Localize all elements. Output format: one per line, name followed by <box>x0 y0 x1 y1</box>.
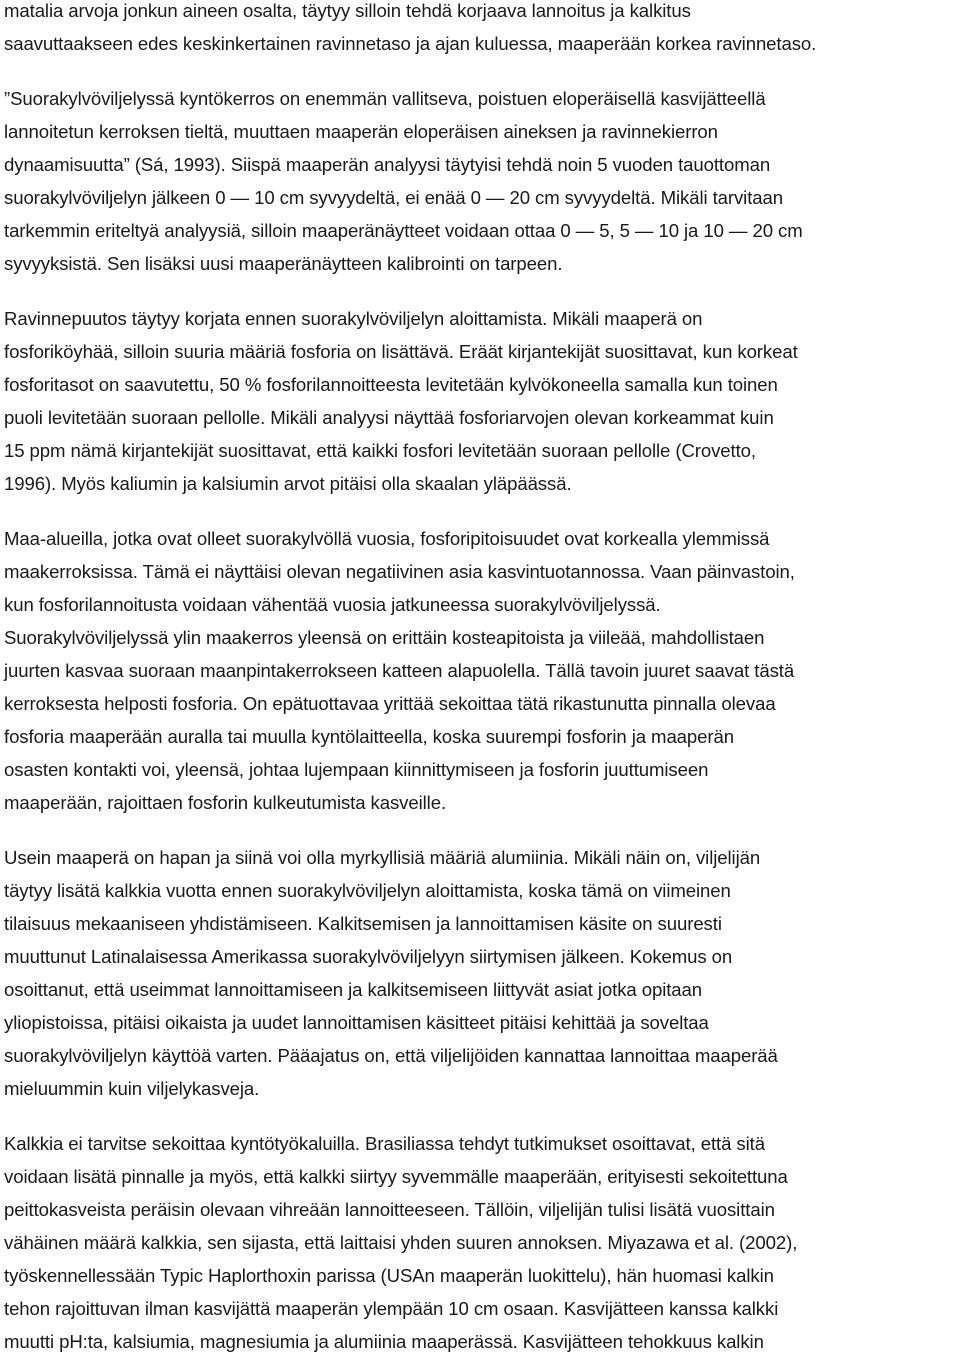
text-line: syvyyksistä. Sen lisäksi uusi maaperänäytteen kalibrointi on tarpeen. <box>4 253 563 274</box>
text-line: saavuttaakseen edes keskinkertainen ravinnetaso ja ajan kuluessa, maaperään korkea ravinnetaso. <box>4 33 817 54</box>
text-line: maakerroksissa. Tämä ei näyttäisi olevan negatiivinen asia kasvintuotannossa. Vaan päinvastoin, <box>4 561 795 582</box>
text-line: Kalkkia ei tarvitse sekoittaa kyntötyökaluilla. Brasiliassa tehdyt tutkimukset osoittavat, että sitä <box>4 1133 765 1154</box>
text-line: tehon rajoittuvan ilman kasvijättä maaperän ylempään 10 cm osaan. Kasvijätteen kanssa kalkki <box>4 1298 779 1319</box>
paragraph-spacer <box>4 1105 956 1127</box>
text-line: Usein maaperä on hapan ja siinä voi olla myrkyllisiä määriä alumiinia. Mikäli näin on, viljelijän <box>4 847 761 868</box>
text-line: peittokasveista peräisin olevaan vihreään lannoitteeseen. Tällöin, viljelijän tulisi lisätä vuosittain <box>4 1199 775 1220</box>
text-line: yliopistoissa, pitäisi oikaista ja uudet lannoittamisen käsitteet pitäisi kehittää ja soveltaa <box>4 1012 709 1033</box>
paragraph-spacer <box>4 500 956 522</box>
paragraph-spacer <box>4 60 956 82</box>
text-line: osoittanut, että useimmat lannoittamiseen ja kalkitsemiseen liittyvät asiat jotka opitaan <box>4 979 703 1000</box>
paragraph <box>4 302 956 500</box>
text-line: muutti pH:ta, kalsiumia, magnesiumia ja alumiinia maaperässä. Kasvijätteen tehokkuus kalkin <box>4 1331 764 1352</box>
text-line: Ravinnepuutos täytyy korjata ennen suorakylvöviljelyn aloittamista. Mikäli maaperä on <box>4 308 703 329</box>
text-line: 1996). Myös kaliumin ja kalsiumin arvot pitäisi olla skaalan yläpäässä. <box>4 473 572 494</box>
text-line: tilaisuus mekaaniseen yhdistämiseen. Kalkitsemisen ja lannoittamisen käsite on suuresti <box>4 913 722 934</box>
text-line: täytyy lisätä kalkkia vuotta ennen suorakylvöviljelyn aloittamista, koska tämä on viimeinen <box>4 880 731 901</box>
text-line: työskennellessään Typic Haplorthoxin parissa (USAn maaperän luokittelu), hän huomasi kalkin <box>4 1265 774 1286</box>
paragraph-spacer <box>4 280 956 302</box>
paragraph <box>4 522 956 819</box>
text-line: kun fosforilannoitusta voidaan vähentää vuosia jatkuneessa suorakylvöviljelyssä. <box>4 594 661 615</box>
text-line: vähäinen määrä kalkkia, sen sijasta, että laittaisi yhden suuren annoksen. Miyazawa et al. (2002), <box>4 1232 798 1253</box>
text-line: kerroksesta helposti fosforia. On epätuottavaa yrittää sekoittaa tätä rikastunutta pinnalla olevaa <box>4 693 776 714</box>
text-line: osasten kontakti voi, yleensä, johtaa lujempaan kiinnittymiseen ja fosforin juuttumiseen <box>4 759 709 780</box>
text-line: Maa-alueilla, jotka ovat olleet suorakylvöllä vuosia, fosforipitoisuudet ovat korkealla ylemmissä <box>4 528 770 549</box>
paragraph <box>4 841 956 1105</box>
text-line: puoli levitetään suoraan pellolle. Mikäli analyysi näyttää fosforiarvojen olevan korkeammat kuin <box>4 407 774 428</box>
paragraph <box>4 82 956 280</box>
text-line: maaperään, rajoittaen fosforin kulkeutumista kasveille. <box>4 792 447 813</box>
text-line: fosforia maaperään auralla tai muulla kyntölaitteella, koska suurempi fosforin ja maaperän <box>4 726 734 747</box>
text-line: muuttunut Latinalaisessa Amerikassa suorakylvöviljelyyn siirtymisen jälkeen. Kokemus on <box>4 946 733 967</box>
text-line: voidaan lisätä pinnalle ja myös, että kalkki siirtyy syvemmälle maaperään, erityisesti sekoitettuna <box>4 1166 788 1187</box>
text-line: juurten kasvaa suoraan maanpintakerrokseen katteen alapuolella. Tällä tavoin juuret saavat tästä <box>4 660 795 681</box>
text-line: lannoitetun kerroksen tieltä, muuttaen maaperän eloperäisen aineksen ja ravinnekierron <box>4 121 718 142</box>
text-line: 15 ppm nämä kirjantekijät suosittavat, että kaikki fosfori levitetään suoraan pellolle (Crovetto, <box>4 440 756 461</box>
text-line: fosforiköyhää, silloin suuria määriä fosforia on lisättävä. Eräät kirjantekijät suosittavat, kun korkeat <box>4 341 798 362</box>
text-line: tarkemmin eriteltyä analyysiä, silloin maaperänäytteet voidaan ottaa 0 — 5, 5 — 10 ja 10 — 20 cm <box>4 220 803 241</box>
text-line: fosforitasot on saavutettu, 50 % fosforilannoitteesta levitetään kylvökoneella samalla kun toinen <box>4 374 778 395</box>
text-line: suorakylvöviljelyn käyttöä varten. Pääajatus on, että viljelijöiden kannattaa lannoittaa maaperää <box>4 1045 778 1066</box>
paragraph-spacer <box>4 819 956 841</box>
paragraph <box>4 0 956 60</box>
text-line: dynaamisuutta” (Sá, 1993). Siispä maaperän analyysi täytyisi tehdä noin 5 vuoden tauottoman <box>4 154 771 175</box>
text-line: suorakylvöviljelyn jälkeen 0 — 10 cm syvyydeltä, ei enää 0 — 20 cm syvyydeltä. Mikäli tarvitaan <box>4 187 784 208</box>
document-page <box>4 0 956 1358</box>
text-line: mieluummin kuin viljelykasveja. <box>4 1078 260 1099</box>
paragraph <box>4 1127 956 1358</box>
text-line: ”Suorakylvöviljelyssä kyntökerros on enemmän vallitseva, poistuen eloperäisellä kasvijätteellä <box>4 88 766 109</box>
text-line: Suorakylvöviljelyssä ylin maakerros yleensä on erittäin kosteapitoista ja viileää, mahdollistaen <box>4 627 765 648</box>
text-line: matalia arvoja jonkun aineen osalta, täytyy silloin tehdä korjaava lannoitus ja kalkitus <box>4 0 691 21</box>
